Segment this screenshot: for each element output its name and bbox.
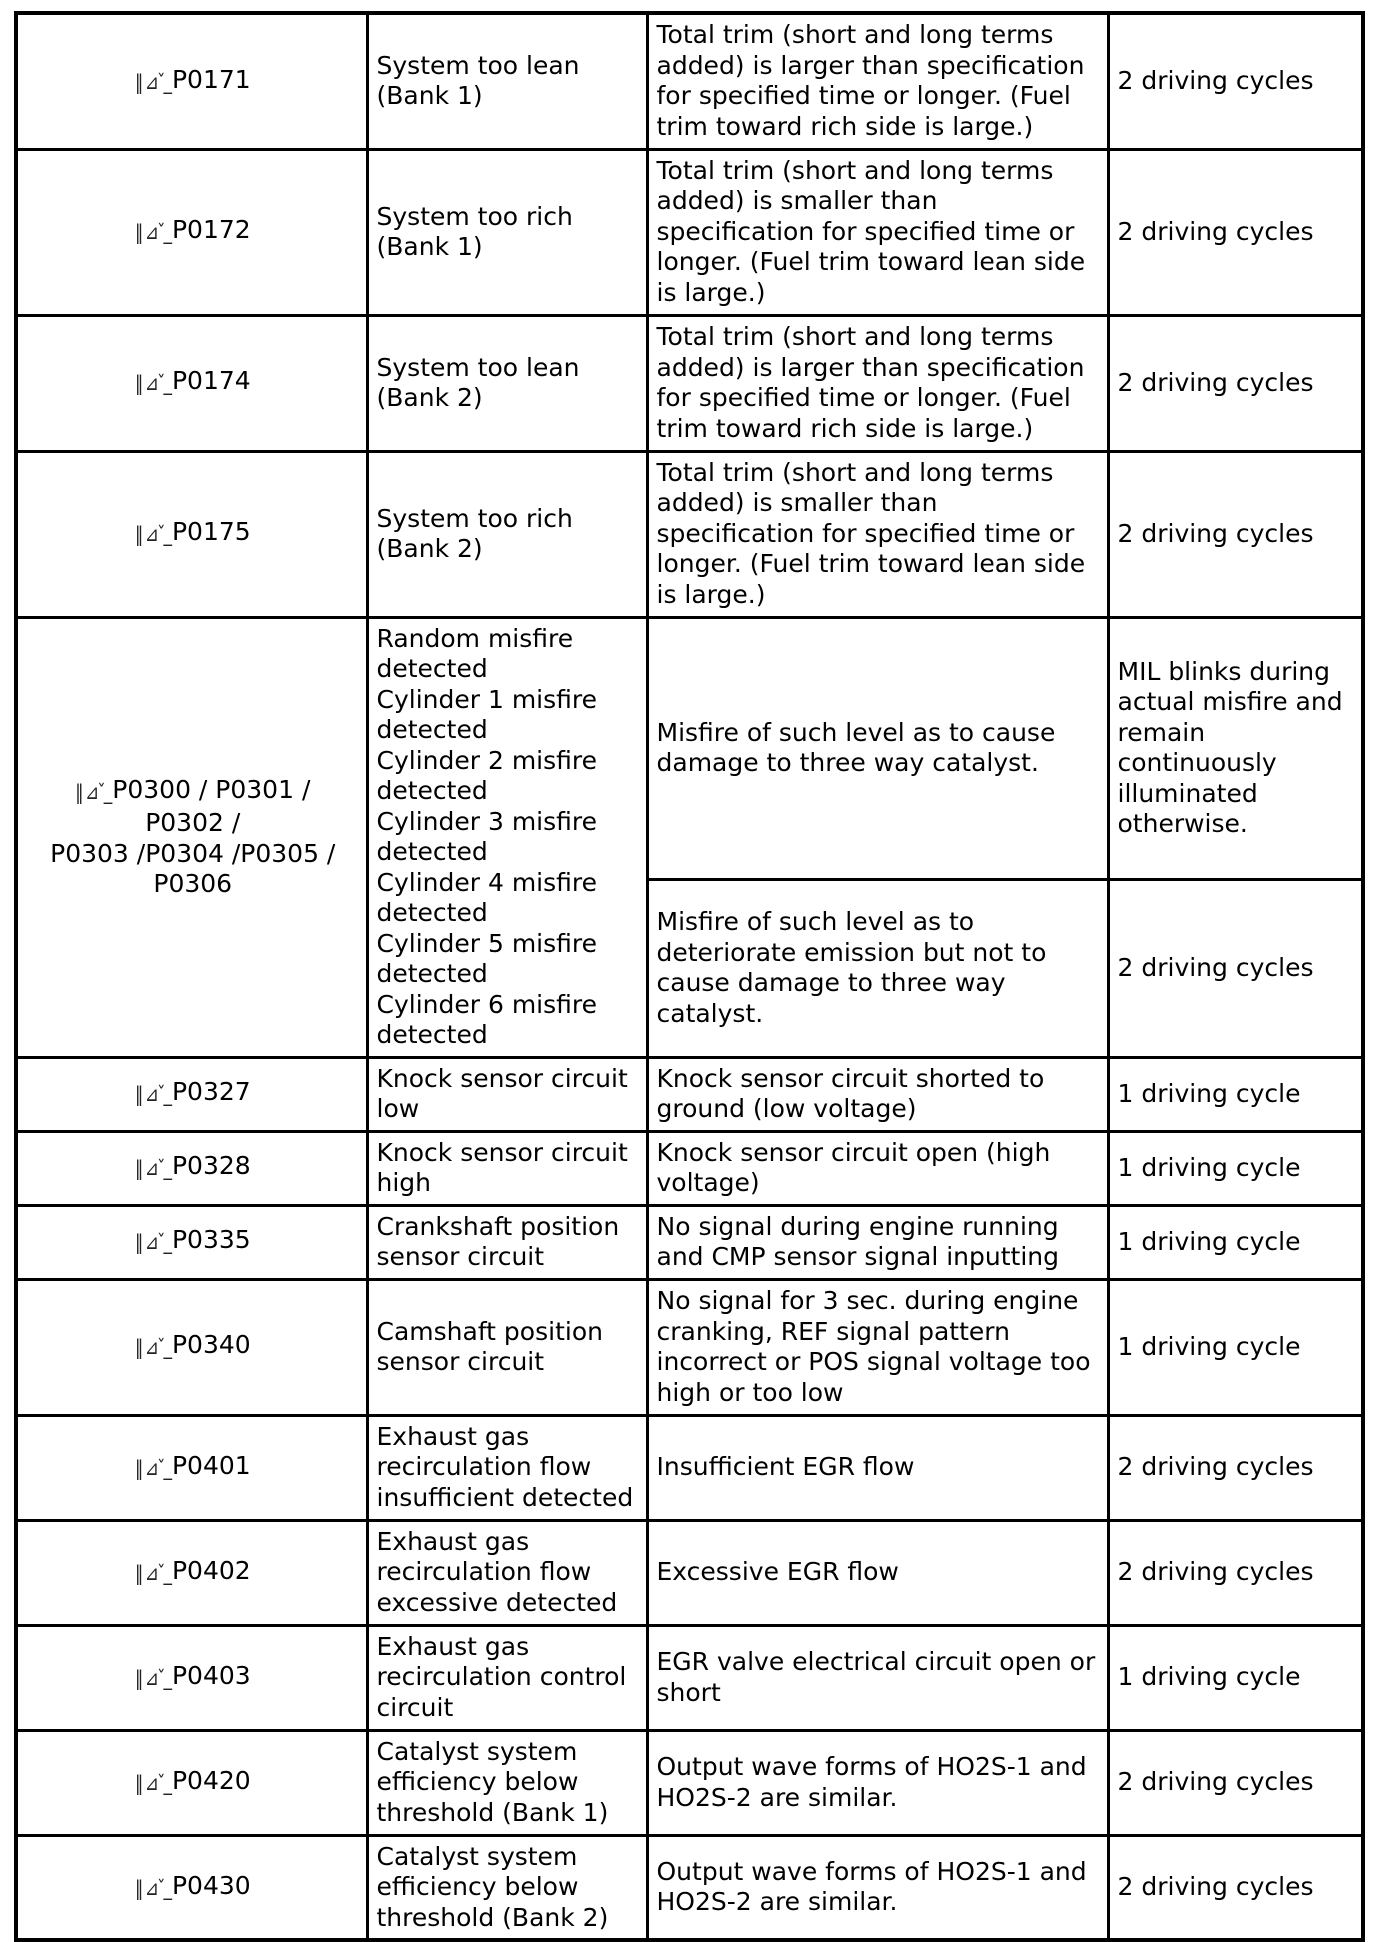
detecting-condition-cell: Output wave forms of HO2S-1 and HO2S-2 are similar.: [647, 1835, 1108, 1940]
dtc-code-cell: [16, 1279, 367, 1415]
code-prefix-glyph: ‖ ⊿ˇ_: [134, 70, 170, 95]
table-row: [16, 1520, 1363, 1625]
dtc-code-cell: [16, 1205, 367, 1279]
malfunction-name-line: Cylinder 3 misfire detected: [376, 806, 597, 866]
mil-illumination-cell: 2 driving cycles: [1108, 1415, 1363, 1520]
detecting-condition-cell: Misfire of such level as to cause damage to three way catalyst.: [647, 617, 1108, 879]
malfunction-name-cell: System too rich (Bank 1): [367, 149, 647, 315]
code-prefix-glyph: ‖ ⊿ˇ_: [134, 1336, 170, 1361]
table-row: [16, 149, 1363, 315]
mil-illumination-cell: 2 driving cycles: [1108, 13, 1363, 149]
dtc-code-cell: [16, 149, 367, 315]
table-row: [16, 1730, 1363, 1835]
table-row: [16, 451, 1363, 617]
code-prefix-glyph: ‖ ⊿ˇ_: [134, 1083, 170, 1108]
malfunction-name-cell: Catalyst system efficiency below threshold (Bank 1): [367, 1730, 647, 1835]
dtc-table-body: [16, 13, 1363, 1940]
dtc-code: P0401: [171, 1450, 251, 1480]
table-row: [16, 617, 1363, 879]
dtc-code: P0302 /: [145, 808, 241, 837]
malfunction-name-line: Cylinder 4 misfire detected: [376, 867, 597, 927]
detecting-condition-cell: Knock sensor circuit shorted to ground (low voltage): [647, 1057, 1108, 1131]
dtc-code-cell: [16, 1057, 367, 1131]
dtc-code: P0420: [171, 1765, 251, 1795]
dtc-code: P0403: [171, 1660, 251, 1690]
code-prefix-glyph: ‖ ⊿ˇ_: [75, 780, 111, 805]
mil-illumination-cell: 2 driving cycles: [1108, 1835, 1363, 1940]
code-prefix-glyph: ‖ ⊿ˇ_: [134, 1231, 170, 1256]
detecting-condition-cell: Total trim (short and long terms added) is larger than specification for specified time or longer. (Fuel trim toward rich side is large.): [647, 13, 1108, 149]
dtc-code-cell: [16, 1520, 367, 1625]
malfunction-name-cell: Knock sensor circuit high: [367, 1131, 647, 1205]
malfunction-name-cell: [367, 617, 647, 1057]
dtc-code: P0327: [171, 1077, 251, 1107]
detecting-condition-cell: Total trim (short and long terms added) is larger than specification for specified time or longer. (Fuel trim toward rich side is large.): [647, 315, 1108, 451]
dtc-code: P0430: [171, 1870, 251, 1900]
dtc-code-cell: [16, 1415, 367, 1520]
detecting-condition-cell: No signal during engine running and CMP sensor signal inputting: [647, 1205, 1108, 1279]
malfunction-name-line: Cylinder 5 misfire detected: [376, 928, 597, 988]
code-prefix-glyph: ‖ ⊿ˇ_: [134, 1771, 170, 1796]
mil-illumination-cell: 1 driving cycle: [1108, 1057, 1363, 1131]
malfunction-name-cell: Exhaust gas recirculation flow excessive detected: [367, 1520, 647, 1625]
table-row: [16, 1205, 1363, 1279]
code-prefix-glyph: ‖ ⊿ˇ_: [134, 221, 170, 246]
malfunction-name-cell: Crankshaft position sensor circuit: [367, 1205, 647, 1279]
dtc-code-cell: [16, 1835, 367, 1940]
malfunction-name-line: Cylinder 1 misfire detected: [376, 684, 597, 744]
dtc-code-cell: [16, 13, 367, 149]
code-prefix-glyph: ‖ ⊿ˇ_: [134, 523, 170, 548]
detecting-condition-cell: Knock sensor circuit open (high voltage): [647, 1131, 1108, 1205]
detecting-condition-cell: Excessive EGR flow: [647, 1520, 1108, 1625]
mil-illumination-cell: MIL blinks during actual misfire and remain continuously illuminated otherwise.: [1108, 617, 1363, 879]
dtc-code-cell: [16, 617, 367, 1057]
malfunction-name-cell: Exhaust gas recirculation flow insufficient detected: [367, 1415, 647, 1520]
malfunction-name-line: Random misfire detected: [376, 623, 574, 683]
detecting-condition-cell: Total trim (short and long terms added) is smaller than specification for specified time or longer. (Fuel trim toward lean side is large.): [647, 149, 1108, 315]
code-prefix-glyph: ‖ ⊿ˇ_: [134, 1876, 170, 1901]
dtc-code: P0171: [171, 64, 251, 94]
malfunction-name-line: Cylinder 6 misfire detected: [376, 989, 597, 1049]
dtc-code: P0306: [153, 869, 233, 898]
detecting-condition-cell: Output wave forms of HO2S-1 and HO2S-2 are similar.: [647, 1730, 1108, 1835]
mil-illumination-cell: 2 driving cycles: [1108, 879, 1363, 1057]
dtc-code: P0172: [171, 215, 251, 245]
dtc-table: [14, 11, 1365, 1942]
malfunction-name-cell: System too lean (Bank 1): [367, 13, 647, 149]
dtc-code: P0300 / P0301 /: [112, 774, 311, 804]
malfunction-name-line: Cylinder 2 misfire detected: [376, 745, 597, 805]
dtc-code: P0402: [171, 1555, 251, 1585]
dtc-code: P0340: [171, 1330, 251, 1360]
mil-illumination-cell: 2 driving cycles: [1108, 1520, 1363, 1625]
code-prefix-glyph: ‖ ⊿ˇ_: [134, 1666, 170, 1691]
table-row: [16, 1625, 1363, 1730]
table-row: [16, 1057, 1363, 1131]
mil-illumination-cell: 2 driving cycles: [1108, 315, 1363, 451]
dtc-code-cell: [16, 315, 367, 451]
dtc-code: P0328: [171, 1151, 251, 1181]
detecting-condition-cell: Misfire of such level as to deteriorate emission but not to cause damage to three way catalyst.: [647, 879, 1108, 1057]
code-prefix-glyph: ‖ ⊿ˇ_: [134, 1157, 170, 1182]
mil-illumination-cell: 2 driving cycles: [1108, 1730, 1363, 1835]
mil-illumination-cell: 2 driving cycles: [1108, 451, 1363, 617]
table-row: [16, 315, 1363, 451]
table-row: [16, 13, 1363, 149]
mil-illumination-cell: 2 driving cycles: [1108, 149, 1363, 315]
malfunction-name-cell: System too rich (Bank 2): [367, 451, 647, 617]
code-prefix-glyph: ‖ ⊿ˇ_: [134, 1456, 170, 1481]
dtc-code: P0335: [171, 1225, 251, 1255]
dtc-code-cell: [16, 451, 367, 617]
dtc-code: P0303 /P0304 /P0305 /: [50, 838, 336, 868]
code-prefix-glyph: ‖ ⊿ˇ_: [134, 372, 170, 397]
code-prefix-glyph: ‖ ⊿ˇ_: [134, 1561, 170, 1586]
dtc-code-cell: [16, 1625, 367, 1730]
malfunction-name-cell: Exhaust gas recirculation control circuit: [367, 1625, 647, 1730]
mil-illumination-cell: 1 driving cycle: [1108, 1131, 1363, 1205]
dtc-code-cell: [16, 1730, 367, 1835]
mil-illumination-cell: 1 driving cycle: [1108, 1625, 1363, 1730]
detecting-condition-cell: Total trim (short and long terms added) is smaller than specification for specified time or longer. (Fuel trim toward lean side is large.): [647, 451, 1108, 617]
mil-illumination-cell: 1 driving cycle: [1108, 1205, 1363, 1279]
malfunction-name-cell: Catalyst system efficiency below threshold (Bank 2): [367, 1835, 647, 1940]
table-row: [16, 1415, 1363, 1520]
dtc-code: P0174: [171, 366, 251, 396]
detecting-condition-cell: No signal for 3 sec. during engine cranking, REF signal pattern incorrect or POS signal voltage too high or too low: [647, 1279, 1108, 1415]
detecting-condition-cell: EGR valve electrical circuit open or short: [647, 1625, 1108, 1730]
malfunction-name-cell: System too lean (Bank 2): [367, 315, 647, 451]
table-row: [16, 1279, 1363, 1415]
malfunction-name-cell: Camshaft position sensor circuit: [367, 1279, 647, 1415]
table-row: [16, 1131, 1363, 1205]
dtc-code-cell: [16, 1131, 367, 1205]
table-row: [16, 1835, 1363, 1940]
mil-illumination-cell: 1 driving cycle: [1108, 1279, 1363, 1415]
malfunction-name-cell: Knock sensor circuit low: [367, 1057, 647, 1131]
dtc-code: P0175: [171, 517, 251, 547]
detecting-condition-cell: Insufficient EGR flow: [647, 1415, 1108, 1520]
